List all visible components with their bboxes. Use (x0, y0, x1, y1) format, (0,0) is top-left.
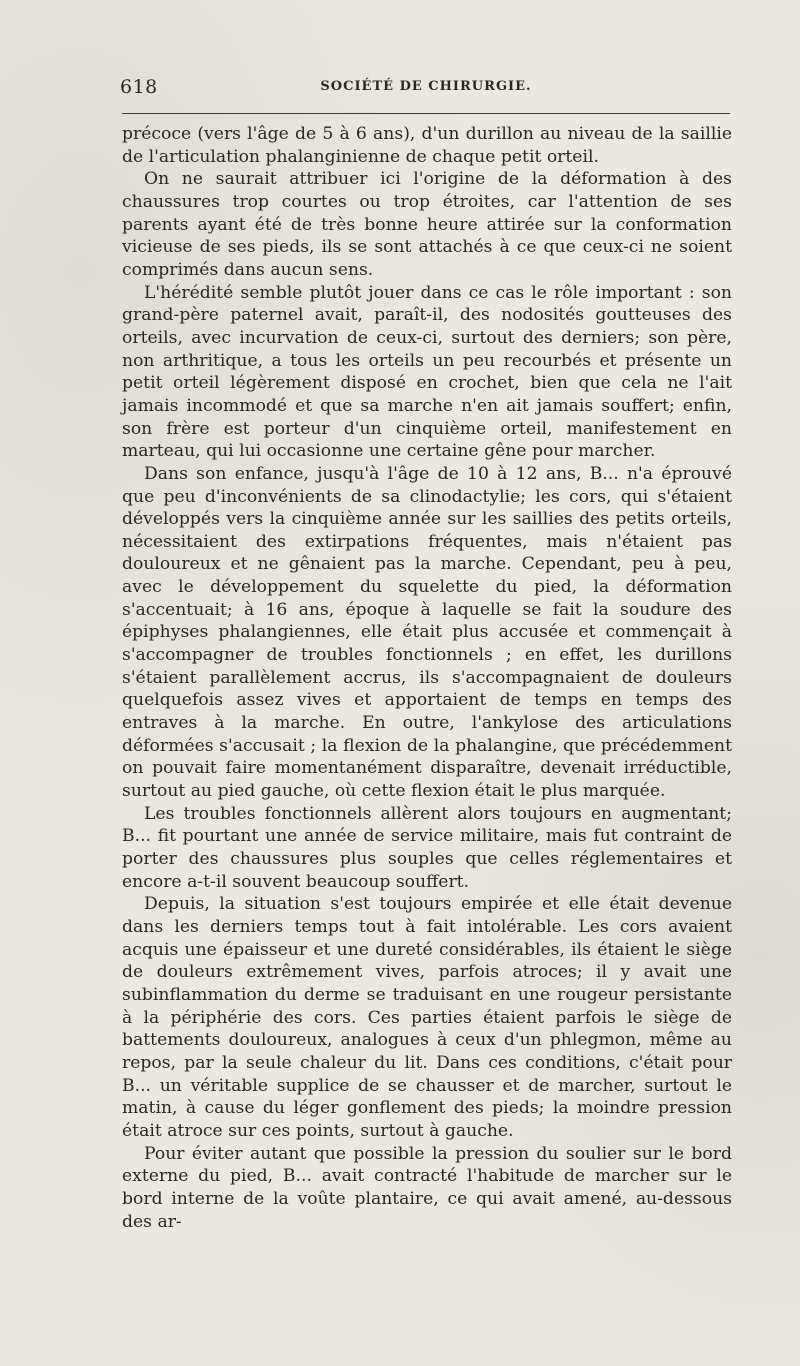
header-rule (122, 113, 730, 114)
paragraph: Les troubles fonctionnels allèrent alors toujours en augmentant; B... fit pourtant une année de service militaire, mais fut contraint de porter des chaussures plus souples que celles réglementaires et encore a-t-il souvent beaucoup souffert. (122, 803, 732, 892)
running-head (120, 76, 732, 100)
paragraph: Pour éviter autant que possible la pression du soulier sur le bord externe du pied, B... avait contracté l'habitude de marcher sur le bord interne de la voûte plantaire, ce qui avait amené, au-dessous des ar- (122, 1143, 732, 1232)
paragraph: Depuis, la situation s'est toujours empirée et elle était devenue dans les derniers temps tout à fait intolérable. Les cors avaient acquis une épaisseur et une dureté considérables, ils étaient le siège de douleurs extrêmement vives, parfois atroces; il y avait une subinflammation du derme se traduisant en une rougeur persistante à la périphérie des cors. Ces parties étaient parfois le siège de battements douloureux, analogues à ceux d'un phlegmon, même au repos, par la seule chaleur du lit. Dans ces conditions, c'était pour B... un véritable supplice de se chausser et de marcher, surtout le matin, à cause du léger gonflement des pieds; la moindre pression était atroce sur ces points, surtout à gauche. (122, 894, 732, 1141)
paragraph: L'hérédité semble plutôt jouer dans ce cas le rôle important : son grand-père paternel avait, paraît-il, des nodosités goutteuses des orteils, avec incurvation de ceux-ci, surtout des derniers; son père, non arthritique, a tous les orteils un peu recourbés et présente un petit orteil légèrement disposé en crochet, bien que cela ne l'ait jamais incommodé et que sa marche n'en ait jamais souffert; enfin, son frère est porteur d'un cinquième orteil, manifestement en marteau, qui lui occasionne une certaine gêne pour marcher. (122, 282, 732, 462)
page-number: 618 (120, 76, 158, 98)
paragraph: précoce (vers l'âge de 5 à 6 ans), d'un durillon au niveau de la saillie de l'articulation phalanginienne de chaque petit orteil. (122, 124, 732, 167)
paragraph: Dans son enfance, jusqu'à l'âge de 10 à 12 ans, B... n'a éprouvé que peu d'inconvénients de sa clinodactylie; les cors, qui s'étaient développés vers la cinquième année sur les saillies des petits orteils, nécessitaient des extirpations fréquentes, mais n'étaient pas douloureux et ne gênaient pas la marche. Cependant, peu à peu, avec le développement du squelette du pied, la déformation s'accentuait; à 16 ans, époque à laquelle se fait la soudure des épiphyses phalangiennes, elle était plus accusée et commençait à s'accompagner de troubles fonctionnels ; en effet, les durillons s'étaient parallèlement accrus, ils s'accompagnaient de douleurs quelquefois assez vives et apportaient de temps en temps des entraves à la marche. En outre, l'ankylose des articulations déformées s'accusait ; la flexion de la phalangine, que précédemment on pouvait faire momentanément disparaître, devenait irréductible, surtout au pied gauche, où cette flexion était le plus marquée. (122, 463, 732, 802)
journal-title: SOCIÉTÉ DE CHIRURGIE. (320, 79, 532, 94)
body-text (122, 123, 732, 1233)
paragraph: On ne saurait attribuer ici l'origine de la déformation à des chaussures trop courtes ou trop étroites, car l'attention de ses parents ayant été de très bonne heure attirée sur la conformation vicieuse de ses pieds, ils se sont attachés à ce que ceux-ci ne soient comprimés dans aucun sens. (122, 169, 732, 280)
